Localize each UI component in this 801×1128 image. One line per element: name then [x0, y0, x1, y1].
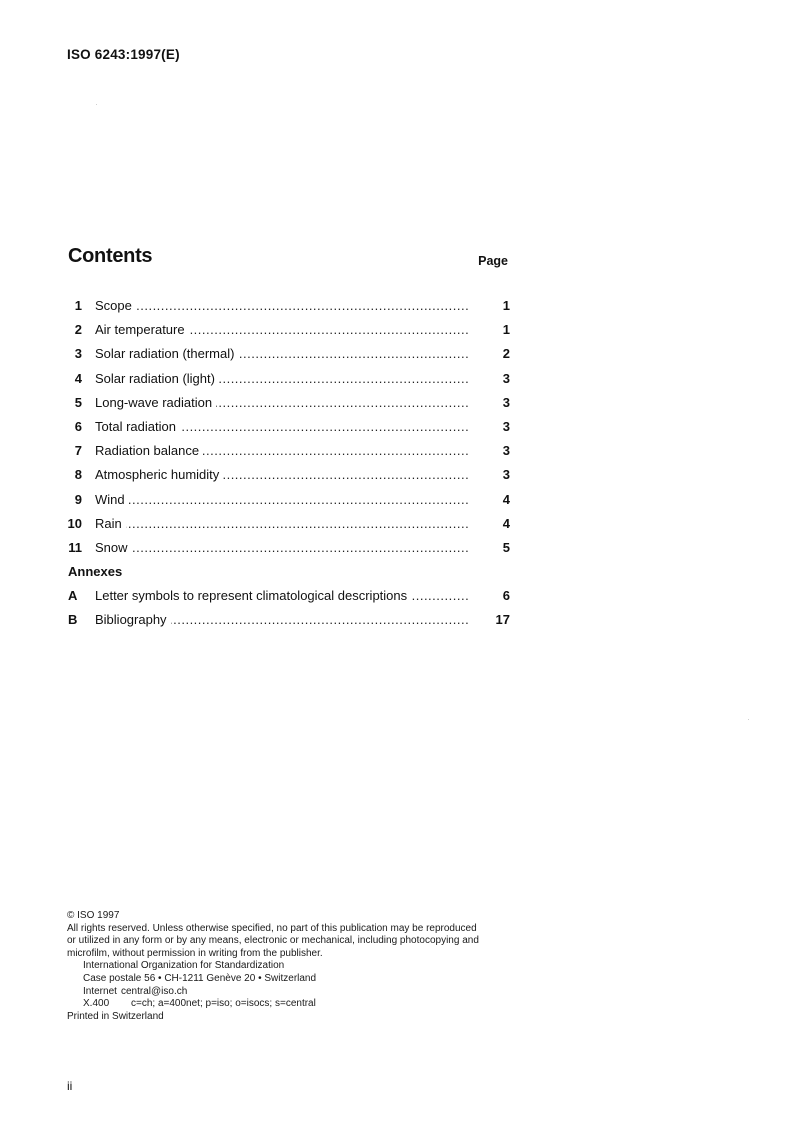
toc-entry-page: 4 [502, 515, 510, 531]
toc-entry [60, 294, 510, 318]
document-identifier: ISO 6243:1997(E) [67, 47, 180, 62]
toc-entry-title-text: Long-wave radiation [95, 395, 216, 410]
toc-items [60, 294, 510, 560]
toc-entry [60, 367, 510, 391]
toc-entry-title [95, 463, 469, 487]
toc-entry-page: 6 [502, 588, 510, 604]
toc-entry [60, 608, 510, 632]
toc-entry-number: 1 [74, 298, 82, 313]
toc-entry [60, 463, 510, 487]
toc-entry-page: 5 [502, 539, 510, 555]
toc-entry-page: 3 [502, 443, 510, 459]
toc-annexes [60, 584, 510, 632]
page-number: ii [67, 1079, 73, 1093]
toc-entry [60, 391, 510, 415]
toc-entry [60, 318, 510, 342]
toc-entry-title [95, 318, 469, 342]
toc-entry [60, 415, 510, 439]
toc-entry-title-text: Air temperature [95, 322, 189, 337]
toc-entry-title [95, 608, 469, 632]
scan-speck [96, 104, 97, 105]
copyright-line: © ISO 1997 [67, 910, 120, 921]
toc-entry-number: 5 [74, 394, 82, 410]
toc-entry-title-text: Total radiation [95, 419, 180, 434]
toc-entry-page: 3 [502, 394, 510, 410]
organization-address: Case postale 56 • CH-1211 Genève 20 • Switzerland [83, 972, 317, 984]
rights-text-line-1: All rights reserved. Unless otherwise specified, no part of this publication may be reproduced [67, 922, 477, 934]
toc-entry-title [95, 439, 469, 463]
toc-entry-title-text: Atmospheric humidity [95, 467, 223, 482]
toc-entry-title [95, 584, 469, 608]
toc-entry-title [95, 488, 469, 512]
toc-entry [60, 342, 510, 366]
toc-entry-title-text: Letter symbols to represent climatological descriptions [95, 588, 411, 603]
toc-entry [60, 512, 510, 536]
toc-entry-number: B [68, 612, 78, 628]
toc-entry-number: 3 [74, 346, 82, 362]
organization-name: International Organization for Standardization [83, 960, 285, 972]
toc-entry-title-text: Wind [95, 492, 129, 507]
toc-entry-number: 8 [74, 467, 82, 483]
internet-address: central@iso.ch [121, 985, 188, 997]
x400-line [67, 998, 517, 1011]
x400-address: c=ch; a=400net; p=iso; o=isocs; s=central [131, 998, 316, 1010]
toc-entry-title-text: Rain [95, 516, 126, 531]
toc-entry-number: 6 [74, 418, 82, 434]
toc-entry-title [95, 512, 469, 536]
toc-entry [60, 439, 510, 463]
toc-entry-number: 10 [67, 515, 82, 531]
copyright-block [67, 910, 517, 1023]
toc-entry-page: 17 [495, 612, 510, 628]
toc-entry-title [95, 294, 469, 318]
toc-entry-number: 9 [74, 491, 82, 507]
toc-entry-page: 3 [502, 370, 510, 386]
toc-entry-number: 2 [74, 322, 82, 338]
toc-entry-title [95, 415, 469, 439]
toc-entry-page: 3 [502, 418, 510, 434]
toc-entry-title-text: Snow [95, 540, 132, 555]
rights-text-line-3: microfilm, without permission in writing from the publisher. [67, 947, 323, 959]
toc-entry-title-text: Solar radiation (thermal) [95, 346, 238, 361]
rights-text-line-2: or utilized in any form or by any means, electronic or mechanical, including photocopying and [67, 935, 479, 947]
toc-entry-page: 1 [502, 298, 510, 313]
toc-entry-title [95, 536, 469, 560]
page-column-label: Page [478, 254, 508, 268]
toc-entry-title-text: Solar radiation (light) [95, 371, 219, 386]
toc-entry-title-text: Scope [95, 298, 136, 313]
toc-entry-number: A [68, 588, 78, 604]
toc-entry-page: 3 [502, 467, 510, 483]
toc-entry-title-text: Bibliography [95, 612, 171, 627]
printed-in: Printed in Switzerland [67, 1010, 164, 1022]
toc-entry [60, 584, 510, 608]
internet-line [67, 986, 517, 999]
toc-entry-number: 4 [74, 370, 82, 386]
annexes-heading: Annexes [68, 564, 123, 580]
toc-entry-page: 1 [502, 322, 510, 338]
internet-label: Internet [83, 985, 117, 997]
toc-entry-number: 7 [74, 443, 82, 459]
toc-entry [60, 536, 510, 560]
contents-title: Contents [68, 245, 153, 267]
toc-entry-title-text: Radiation balance [95, 443, 203, 458]
toc-entry-page: 4 [502, 491, 510, 507]
table-of-contents [60, 294, 510, 632]
x400-label: X.400 [83, 998, 110, 1010]
toc-entry-title [95, 391, 469, 415]
toc-entry-title [95, 367, 469, 391]
toc-entry-title [95, 342, 469, 366]
toc-entry-page: 2 [502, 346, 510, 362]
toc-entry-number: 11 [68, 539, 82, 555]
toc-entry [60, 488, 510, 512]
scan-speck [748, 719, 749, 720]
